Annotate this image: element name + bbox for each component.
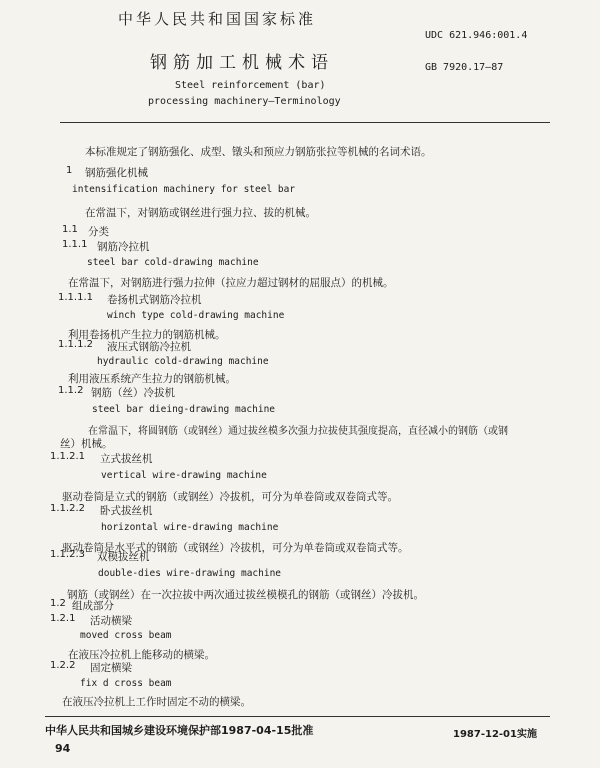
header-divider [60, 122, 550, 123]
term-definition: 在常温下，对钢筋或钢丝进行强力拉、拔的机械。 [85, 207, 316, 219]
term-zh: 液压式钢筋冷拉机 [107, 341, 191, 353]
standard-title: 中华人民共和国国家标准 [118, 10, 317, 28]
term-en: steel bar cold-drawing machine [87, 257, 259, 268]
section-heading: 分类 [88, 226, 109, 238]
term-en: steel bar dieing-drawing machine [92, 404, 276, 415]
term-en: winch type cold-drawing machine [107, 310, 285, 321]
document-title-en-line2: processing machinery—Terminology [148, 96, 341, 107]
section-number: 1.1.2 [58, 385, 84, 396]
section-number: 1.1.1 [62, 239, 88, 250]
term-zh: 钢筋强化机械 [85, 167, 148, 179]
footer-divider [45, 716, 550, 717]
term-en: horizontal wire-drawing machine [101, 522, 279, 533]
scope-statement: 本标准规定了钢筋强化、成型、镦头和预应力钢筋张拉等机械的名词术语。 [85, 146, 432, 158]
udc-code: UDC 621.946:001.4 [425, 30, 528, 41]
term-definition: 驱动卷筒是水平式的钢筋（或钢丝）冷拔机，可分为单卷筒或双卷筒式等。 [62, 542, 409, 554]
section-number: 1.1 [62, 224, 78, 235]
section-number: 1 [66, 165, 73, 176]
term-zh: 固定横梁 [90, 662, 132, 674]
document-title-en-line1: Steel reinforcement (bar) [175, 80, 326, 91]
term-zh: 卧式拔丝机 [100, 505, 153, 517]
term-definition: 驱动卷筒是立式的钢筋（或钢丝）冷拔机，可分为单卷筒或双卷筒式等。 [62, 491, 398, 503]
term-definition: 利用卷扬机产生拉力的钢筋机械。 [68, 329, 226, 341]
section-number: 1.2.2 [50, 660, 76, 671]
term-definition: 在液压冷拉机上工作时固定不动的横梁。 [62, 696, 251, 708]
term-en: vertical wire-drawing machine [101, 470, 267, 481]
term-zh: 双模拔丝机 [97, 551, 150, 563]
term-definition-continued: 丝）机械。 [60, 438, 113, 450]
term-en: hydraulic cold-drawing machine [97, 356, 269, 367]
term-zh: 活动横梁 [90, 615, 132, 627]
term-definition: 在常温下，将圆钢筋（或钢丝）通过拔丝模多次强力拉拔使其强度提高，直径减小的钢筋（或钢 [88, 426, 508, 437]
term-definition: 在常温下，对钢筋进行强力拉伸（拉应力超过钢材的屈服点）的机械。 [68, 277, 394, 289]
term-en: double-dies wire-drawing machine [98, 568, 282, 579]
gb-number: GB 7920.17—87 [425, 62, 504, 73]
section-number: 1.1.2.2 [50, 503, 85, 514]
section-number: 1.1.1.1 [58, 292, 93, 303]
term-zh: 钢筋冷拉机 [97, 241, 150, 253]
section-number: 1.1.1.2 [58, 339, 93, 350]
term-definition: 钢筋（或钢丝）在一次拉拔中两次通过拔丝模模孔的钢筋（或钢丝）冷拔机。 [67, 589, 424, 601]
section-number: 1.1.2.1 [50, 451, 85, 462]
document-title-zh: 钢筋加工机械术语 [150, 53, 334, 73]
implementation-date: 1987-12-01实施 [453, 729, 537, 740]
term-en: intensification machinery for steel bar [72, 184, 296, 195]
section-number: 1.2.1 [50, 613, 76, 624]
term-definition: 在液压冷拉机上能移动的横梁。 [68, 649, 215, 661]
page-number: 94 [55, 742, 71, 755]
approval-line: 中华人民共和国城乡建设环境保护部1987-04-15批准 [45, 724, 314, 737]
term-zh: 卷扬机式钢筋冷拉机 [107, 294, 202, 306]
term-definition: 利用液压系统产生拉力的钢筋机械。 [68, 373, 236, 385]
section-heading: 组成部分 [72, 600, 114, 612]
term-zh: 钢筋（丝）冷拔机 [91, 387, 175, 399]
term-zh: 立式拔丝机 [100, 453, 153, 465]
section-number: 1.2 [50, 598, 66, 609]
section-number: 1.1.2.3 [50, 549, 85, 560]
term-en: fix d cross beam [80, 678, 172, 689]
term-en: moved cross beam [80, 630, 172, 641]
